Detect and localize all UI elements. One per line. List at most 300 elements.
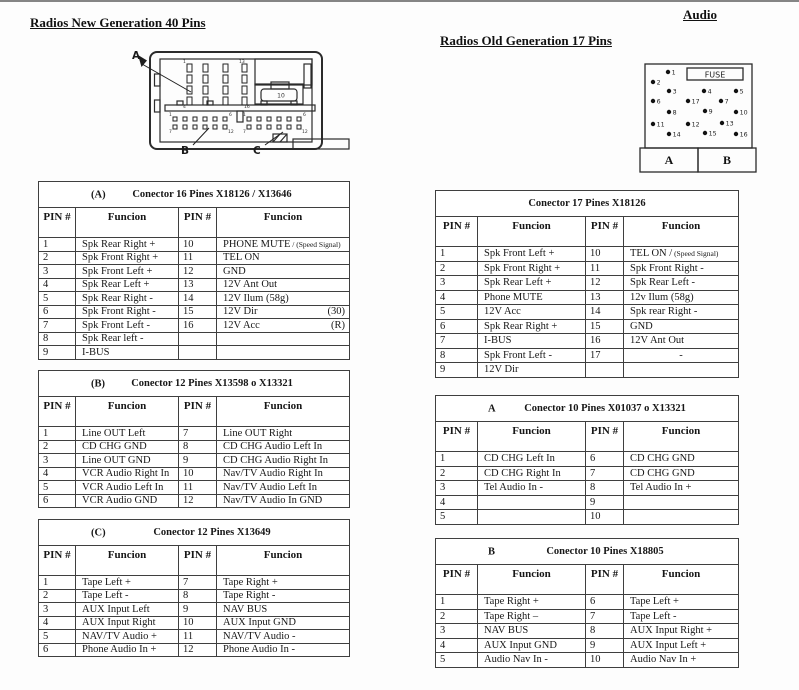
pin-dot	[703, 131, 707, 135]
pin-number-cell: 8	[179, 589, 217, 603]
pin-number-cell: 16	[586, 334, 624, 349]
pin-square	[193, 125, 197, 129]
function-cell: Nav/TV Audio In GND	[217, 494, 350, 508]
column-header: Funcion	[624, 217, 739, 247]
pin-number-cell: 11	[179, 630, 217, 644]
function-cell: Audio Nav In +	[624, 653, 739, 668]
connector-40pin-outline	[150, 52, 349, 149]
table-connector-b-12pin	[38, 370, 350, 508]
column-header: PIN #	[39, 546, 76, 576]
table-letter: B	[488, 546, 496, 557]
pin-row	[436, 305, 739, 320]
table-letter: A	[488, 403, 496, 414]
column-header: Funcion	[478, 422, 586, 452]
pin-slot	[223, 86, 228, 94]
upper-pin-slots	[187, 64, 247, 105]
pin-number-label: 6	[656, 98, 661, 106]
function-cell	[478, 495, 586, 510]
pin-number-cell: 10	[179, 467, 217, 481]
function-cell: 12V Dir	[478, 363, 586, 378]
function-cell: Tape Left +	[76, 576, 179, 590]
table-connector-c-12pin	[38, 519, 350, 657]
pin-number-cell: 6	[586, 595, 624, 610]
pin-number-cell: 13	[586, 290, 624, 305]
fuse-label: FUSE	[704, 70, 726, 80]
pin-number-cell: 6	[39, 643, 76, 657]
pin-dot	[686, 99, 690, 103]
pin-dot	[667, 132, 671, 136]
function-cell: Nav/TV Audio Right In	[217, 467, 350, 481]
column-header: Funcion	[624, 422, 739, 452]
pin-row	[39, 265, 350, 279]
pin-number-cell: 2	[436, 466, 478, 481]
column-header: Funcion	[76, 546, 179, 576]
pin-row	[436, 466, 739, 481]
function-cell: I-BUS	[76, 346, 179, 360]
function-cell: AUX Input GND	[217, 616, 350, 630]
pin-row	[436, 481, 739, 496]
tiny-pin-number: 6	[229, 113, 232, 118]
pin-number-cell: 3	[39, 603, 76, 617]
function-cell: NAV/TV Audio -	[217, 630, 350, 644]
function-cell: Tape Right -	[217, 589, 350, 603]
function-cell: CD CHG Right In	[478, 466, 586, 481]
function-cell: Spk Front Left +	[478, 247, 586, 262]
function-cell: Spk Front Left -	[478, 348, 586, 363]
function-cell: CD CHG GND	[624, 452, 739, 467]
pin-number-cell: 3	[39, 265, 76, 279]
pin-slot	[223, 75, 228, 83]
pin-slot	[187, 75, 192, 83]
function-cell: Spk Front Left +	[76, 265, 179, 279]
pin-number-cell: 6	[436, 319, 478, 334]
pin-dot	[667, 110, 671, 114]
pin-row	[39, 292, 350, 306]
pin-number-cell: 1	[436, 595, 478, 610]
function-cell	[217, 346, 350, 360]
pin-number-label: 3	[672, 88, 677, 96]
pin-number-cell: 1	[39, 427, 76, 441]
pin-slot	[242, 64, 247, 72]
function-cell: CD CHG Audio Right In	[217, 454, 350, 468]
pin-number-cell: 7	[436, 334, 478, 349]
function-cell: AUX Input Right +	[624, 624, 739, 639]
function-cell: Line OUT Left	[76, 427, 179, 441]
pin-square	[277, 117, 281, 121]
table-title-text: Conector 17 Pines X18126	[528, 198, 646, 209]
pin-square	[203, 117, 207, 121]
function-cell: Tape Left +	[624, 595, 739, 610]
function-cell	[624, 363, 739, 378]
table-connector-a-16pin	[38, 181, 350, 360]
column-header: PIN #	[586, 565, 624, 595]
pin-number-cell: 4	[436, 290, 478, 305]
column-header: PIN #	[586, 217, 624, 247]
pin-number-cell: 1	[39, 576, 76, 590]
pin-row	[39, 305, 350, 319]
pin-number-cell: 13	[179, 278, 217, 292]
function-cell: CD CHG Left In	[478, 452, 586, 467]
pin-slot	[223, 64, 228, 72]
pin-number-label: 16	[739, 131, 748, 139]
function-cell: 12V Acc	[478, 305, 586, 320]
pin-row	[39, 251, 350, 265]
column-header: PIN #	[39, 397, 76, 427]
pin-row	[39, 643, 350, 657]
pin-dot	[703, 109, 707, 113]
pin-row	[39, 332, 350, 346]
column-header: PIN #	[436, 565, 478, 595]
tiny-pin-number: 1	[243, 113, 246, 118]
pin-number-cell: 2	[39, 251, 76, 265]
pin-number-cell: 9	[39, 346, 76, 360]
pin-row	[436, 247, 739, 262]
pin-row	[39, 616, 350, 630]
function-cell: Spk Rear Left +	[76, 278, 179, 292]
column-header: Funcion	[217, 546, 350, 576]
pin-row	[436, 638, 739, 653]
pin-number-cell: 15	[586, 319, 624, 334]
table-title-text: Conector 10 Pines X01037 o X13321	[524, 403, 686, 414]
pin-row	[39, 454, 350, 468]
pin-square	[173, 117, 177, 121]
label-b: B	[181, 145, 190, 157]
function-cell: Phone Audio In -	[217, 643, 350, 657]
pin-number-cell: 5	[39, 481, 76, 495]
pin-row	[39, 494, 350, 508]
pin-number-cell	[179, 332, 217, 346]
pin-number-cell: 1	[436, 247, 478, 262]
pin-number-cell: 9	[586, 638, 624, 653]
pin-number-cell: 8	[586, 481, 624, 496]
pin-number-cell: 6	[39, 494, 76, 508]
table-letter: (C)	[91, 527, 106, 538]
pin-number-label: 4	[707, 88, 712, 96]
function-cell: VCR Audio Right In	[76, 467, 179, 481]
function-cell: CD CHG GND	[624, 466, 739, 481]
function-cell: Spk Front Right -	[624, 261, 739, 276]
connector-17pin-diagram	[636, 58, 760, 176]
pin-row	[39, 278, 350, 292]
pin-number-cell: 9	[179, 454, 217, 468]
function-cell: TEL ON	[217, 251, 350, 265]
table-title	[436, 539, 739, 565]
function-cell: 12v Ilum (58g)	[624, 290, 739, 305]
pin-row	[39, 346, 350, 360]
table-title	[436, 191, 739, 217]
pin-row	[39, 576, 350, 590]
pin-number-cell: 3	[436, 624, 478, 639]
function-cell: Tape Right –	[478, 609, 586, 624]
function-cell: 12V Dir (30)	[217, 305, 350, 319]
tiny-pin-number: 16	[244, 105, 250, 110]
pin-number-cell: 4	[39, 467, 76, 481]
function-cell: Nav/TV Audio Left In	[217, 481, 350, 495]
tiny-pin-number: 7	[243, 130, 246, 135]
pin-number-cell: 10	[586, 247, 624, 262]
pin-number-cell: 2	[436, 609, 478, 624]
pin-number-cell: 12	[179, 265, 217, 279]
column-header: Funcion	[76, 208, 179, 238]
pin-square	[287, 117, 291, 121]
pin-number-cell: 3	[436, 276, 478, 291]
pin-square	[287, 125, 291, 129]
pin-number-label: 2	[656, 79, 661, 87]
socket-b-label: B	[722, 153, 732, 167]
pin-number-cell: 8	[586, 624, 624, 639]
table-letter: (B)	[91, 378, 105, 389]
pin-number-cell: 5	[436, 653, 478, 668]
pin-square	[223, 125, 227, 129]
pin-row	[39, 319, 350, 333]
function-cell: -	[624, 348, 739, 363]
pin-number-cell: 14	[586, 305, 624, 320]
pin-row	[39, 630, 350, 644]
pin-row	[436, 595, 739, 610]
table-title	[39, 182, 350, 208]
pin-row	[436, 510, 739, 525]
pin-number-cell: 8	[39, 332, 76, 346]
pin-row	[436, 319, 739, 334]
function-cell: Spk Rear Right -	[76, 292, 179, 306]
pin-number-cell: 3	[436, 481, 478, 496]
pin-number-cell: 7	[39, 319, 76, 333]
pin-row	[39, 427, 350, 441]
pin-number-cell: 10	[179, 616, 217, 630]
pin-square	[183, 125, 187, 129]
function-cell: PHONE MUTE / (Speed Signal)	[217, 238, 350, 252]
pin-row	[436, 261, 739, 276]
table-connector-b-10pin	[435, 538, 739, 668]
pin-number-cell: 4	[39, 616, 76, 630]
function-cell: NAV BUS	[217, 603, 350, 617]
pin-square	[203, 125, 207, 129]
pin-number-cell: 5	[436, 510, 478, 525]
pin-number-cell: 10	[179, 238, 217, 252]
function-cell: Spk Rear Left +	[478, 276, 586, 291]
tiny-pin-number: 7	[169, 130, 172, 135]
table-letter: (A)	[91, 189, 106, 200]
table-title-text: Conector 16 Pines X18126 / X13646	[132, 189, 292, 200]
pin-slot	[187, 64, 192, 72]
function-cell: Tape Right +	[217, 576, 350, 590]
pin-row	[436, 452, 739, 467]
function-cell: Spk Rear Right +	[76, 238, 179, 252]
pin-row	[436, 624, 739, 639]
function-cell: Spk Rear Left -	[624, 276, 739, 291]
pin-dot	[667, 89, 671, 93]
function-cell	[624, 510, 739, 525]
old-generation-heading: Radios Old Generation 17 Pins	[440, 33, 612, 48]
function-cell: Phone Audio In +	[76, 643, 179, 657]
function-cell: Spk Front Right +	[478, 261, 586, 276]
pin-row	[39, 603, 350, 617]
pin-number-label: 17	[691, 98, 700, 106]
column-header: Funcion	[478, 565, 586, 595]
function-cell: GND	[217, 265, 350, 279]
block-10-label: 10	[277, 92, 285, 100]
pin-slot	[203, 86, 208, 94]
function-cell: Tel Audio In +	[624, 481, 739, 496]
pin-square	[277, 125, 281, 129]
function-cell: 12V Ilum (58g)	[217, 292, 350, 306]
pin-row	[436, 495, 739, 510]
pin-number-label: 7	[724, 98, 729, 106]
pin-row	[39, 467, 350, 481]
function-cell	[478, 510, 586, 525]
audio-heading: Audio	[683, 7, 717, 22]
pin-slot	[242, 86, 247, 94]
table-title-text: Conector 12 Pines X13598 o X13321	[131, 378, 293, 389]
pin-number-cell: 7	[586, 466, 624, 481]
function-cell	[217, 332, 350, 346]
function-cell: Line OUT Right	[217, 427, 350, 441]
function-cell: Tel Audio In -	[478, 481, 586, 496]
pin-number-cell: 8	[179, 440, 217, 454]
pin-number-label: 10	[739, 109, 748, 117]
column-header: Funcion	[217, 208, 350, 238]
function-cell: Spk Rear Right +	[478, 319, 586, 334]
function-cell: CD CHG Audio Left In	[217, 440, 350, 454]
label-c: C	[253, 145, 261, 157]
pin-number-cell: 5	[436, 305, 478, 320]
pin-slot	[223, 97, 228, 105]
pin-square	[173, 125, 177, 129]
pin-slot	[187, 97, 192, 105]
pin-number-label: 12	[691, 121, 700, 129]
pin-number-label: 13	[725, 120, 734, 128]
column-header: Funcion	[76, 397, 179, 427]
column-header: PIN #	[436, 217, 478, 247]
column-header: Funcion	[217, 397, 350, 427]
pin-row	[436, 363, 739, 378]
pin-dot	[651, 80, 655, 84]
pin-number-cell: 16	[179, 319, 217, 333]
function-cell: NAV/TV Audio +	[76, 630, 179, 644]
function-cell: 12V Ant Out	[624, 334, 739, 349]
function-cell: GND	[624, 319, 739, 334]
pin-number-cell: 1	[39, 238, 76, 252]
pin-number-cell: 17	[586, 348, 624, 363]
pin-dot	[734, 132, 738, 136]
pin-slot	[242, 97, 247, 105]
pin-number-cell	[586, 363, 624, 378]
pin-number-cell: 6	[586, 452, 624, 467]
column-header: Funcion	[624, 565, 739, 595]
function-cell: Spk Rear left -	[76, 332, 179, 346]
column-header: PIN #	[179, 397, 217, 427]
function-cell: Spk Front Right -	[76, 305, 179, 319]
pin-slot	[242, 75, 247, 83]
pin-number-label: 15	[708, 130, 717, 138]
tiny-pin-number: 13	[239, 60, 245, 65]
tiny-pin-number: 12	[228, 130, 234, 135]
function-cell: AUX Input Right	[76, 616, 179, 630]
pin-number-cell	[179, 346, 217, 360]
tiny-pin-number: 12	[302, 130, 308, 135]
pin-number-label: 11	[656, 121, 665, 129]
pin-number-cell: 4	[436, 495, 478, 510]
table-title	[436, 396, 739, 422]
pin-square	[193, 117, 197, 121]
function-cell: 12V Acc (R)	[217, 319, 350, 333]
function-cell: AUX Input GND	[478, 638, 586, 653]
pin-square	[257, 117, 261, 121]
pin-number-cell: 2	[39, 589, 76, 603]
pin-square	[247, 125, 251, 129]
function-cell: 12V Ant Out	[217, 278, 350, 292]
column-header: PIN #	[179, 208, 217, 238]
pin-number-cell: 7	[586, 609, 624, 624]
pin-dot	[734, 89, 738, 93]
function-cell: CD CHG GND	[76, 440, 179, 454]
column-header: PIN #	[39, 208, 76, 238]
pin-square	[267, 117, 271, 121]
pin-number-cell: 5	[39, 630, 76, 644]
pin-square	[297, 125, 301, 129]
pin-number-cell: 11	[179, 251, 217, 265]
table-title	[39, 520, 350, 546]
pin-dot	[720, 121, 724, 125]
pin-number-cell: 4	[436, 638, 478, 653]
pin-number-label: 1	[671, 69, 676, 77]
table-connector-a-10pin	[435, 395, 739, 525]
pin-row	[436, 348, 739, 363]
pin-number-cell: 12	[179, 643, 217, 657]
pin-number-cell: 3	[39, 454, 76, 468]
pin-dot	[702, 89, 706, 93]
table-title-text: Conector 12 Pines X13649	[153, 527, 271, 538]
pin-number-cell: 5	[39, 292, 76, 306]
pin-number-cell: 11	[586, 261, 624, 276]
pin-square	[267, 125, 271, 129]
pin-number-label: 8	[672, 109, 677, 117]
function-cell: AUX Input Left +	[624, 638, 739, 653]
pin-number-cell: 9	[586, 495, 624, 510]
function-cell: NAV BUS	[478, 624, 586, 639]
function-cell: Tape Left -	[624, 609, 739, 624]
pin-row	[39, 238, 350, 252]
function-cell: Phone MUTE	[478, 290, 586, 305]
pin-square	[213, 117, 217, 121]
pin-row	[39, 440, 350, 454]
pin-number-cell: 2	[436, 261, 478, 276]
pin-dot	[651, 122, 655, 126]
pin-number-cell: 12	[179, 494, 217, 508]
pin-slot	[203, 64, 208, 72]
socket-a-label: A	[664, 153, 674, 167]
pin-slot	[203, 75, 208, 83]
pin-square	[297, 117, 301, 121]
column-header: Funcion	[478, 217, 586, 247]
pin-row	[436, 609, 739, 624]
function-cell	[624, 495, 739, 510]
table-connector-17pin	[435, 190, 739, 378]
pin-number-cell: 14	[179, 292, 217, 306]
pin-number-cell: 7	[179, 576, 217, 590]
function-cell: Audio Nav In -	[478, 653, 586, 668]
pin-number-cell: 10	[586, 653, 624, 668]
pin-square	[257, 125, 261, 129]
pin-number-cell: 6	[39, 305, 76, 319]
pin-number-label: 14	[672, 131, 681, 139]
pin-number-cell: 4	[39, 278, 76, 292]
table-title-text: Conector 10 Pines X18805	[546, 546, 664, 557]
column-header: PIN #	[586, 422, 624, 452]
function-cell: VCR Audio GND	[76, 494, 179, 508]
pin-number-cell: 1	[436, 452, 478, 467]
pin-number-cell: 11	[179, 481, 217, 495]
